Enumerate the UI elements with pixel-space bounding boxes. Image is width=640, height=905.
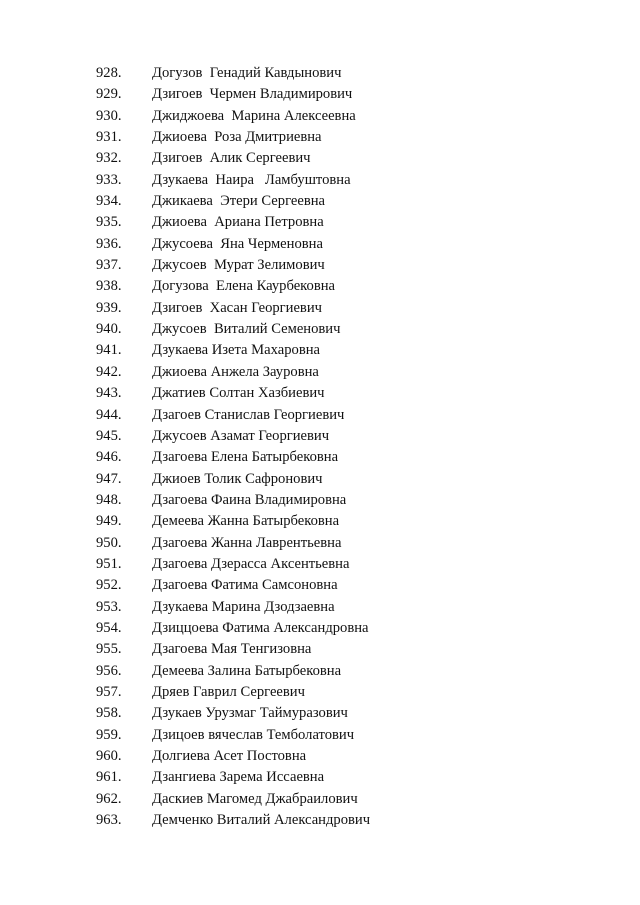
- list-item: [0, 148, 640, 169]
- entry-number: 941.: [96, 342, 122, 359]
- list-item: [0, 810, 640, 831]
- list-item: [0, 554, 640, 575]
- entry-number: 940.: [96, 321, 122, 338]
- list-item: [0, 618, 640, 639]
- list-item: [0, 426, 640, 447]
- list-item: [0, 319, 640, 340]
- entry-number: 943.: [96, 385, 122, 402]
- list-item: [0, 212, 640, 233]
- entry-name: Джусоев Мурат Зелимович: [152, 257, 325, 274]
- list-item: [0, 789, 640, 810]
- entry-number: 961.: [96, 769, 122, 786]
- entry-name: Демеева Залина Батырбековна: [152, 662, 342, 679]
- entry-name: Джусоев Азамат Георгиевич: [152, 427, 330, 444]
- list-item: [0, 298, 640, 319]
- entry-name: Джиджоева Марина Алексеевна: [152, 107, 356, 124]
- entry-number: 963.: [96, 812, 122, 829]
- entry-number: 932.: [96, 150, 122, 167]
- entry-number: 945.: [96, 427, 122, 444]
- list-item: [0, 447, 640, 468]
- entry-name: Джиоева Анжела Зауровна: [152, 363, 319, 380]
- entry-name: Дзукаева Марина Дзодзаевна: [152, 598, 335, 615]
- list-item: [0, 405, 640, 426]
- entry-number: 934.: [96, 193, 122, 210]
- entry-number: 930.: [96, 107, 122, 124]
- entry-name: Дзангиева Зарема Иссаевна: [152, 769, 325, 786]
- entry-name: Демеева Жанна Батырбековна: [152, 513, 340, 530]
- entry-number: 959.: [96, 726, 122, 743]
- entry-number: 953.: [96, 598, 122, 615]
- entry-name: Джиоева Роза Дмитриевна: [152, 129, 322, 146]
- entry-number: 937.: [96, 257, 122, 274]
- entry-name: Дзагоева Дзерасса Аксентьевна: [152, 555, 350, 572]
- entry-name: Джикаева Этери Сергеевна: [152, 193, 326, 210]
- entry-name: Дзагоева Жанна Лаврентьевна: [152, 534, 342, 551]
- entry-number: 962.: [96, 790, 122, 807]
- list-item: [0, 597, 640, 618]
- entry-name: Дзагоева Фатима Самсоновна: [152, 577, 338, 594]
- entry-number: 936.: [96, 235, 122, 252]
- entry-number: 948.: [96, 491, 122, 508]
- list-item: [0, 746, 640, 767]
- entry-number: 954.: [96, 619, 122, 636]
- entry-name: Дзукаева Наира Ламбуштовна: [152, 171, 351, 188]
- entry-number: 939.: [96, 299, 122, 316]
- entry-name: Дзукаева Изета Махаровна: [152, 342, 320, 359]
- entry-name: Дзигоев Алик Сергеевич: [152, 150, 311, 167]
- list-item: [0, 234, 640, 255]
- entry-number: 935.: [96, 214, 122, 231]
- list-item: [0, 63, 640, 84]
- list-item: [0, 490, 640, 511]
- entry-name: Дзагоев Станислав Георгиевич: [152, 406, 345, 423]
- entry-name: Джиоева Ариана Петровна: [152, 214, 324, 231]
- entry-number: 928.: [96, 65, 122, 81]
- entry-name: Джатиев Солтан Хазбиевич: [152, 385, 325, 402]
- entry-number: 950.: [96, 534, 122, 551]
- list-item: [0, 383, 640, 404]
- list-item: [0, 661, 640, 682]
- list-item: [0, 725, 640, 746]
- entry-number: 938.: [96, 278, 122, 295]
- entry-name: Дзагоева Фаина Владимировна: [152, 491, 347, 508]
- entry-name: Даскиев Магомед Джабраилович: [152, 790, 358, 807]
- entry-name: Догузов Генадий Кавдынович: [152, 65, 342, 81]
- list-item: [0, 469, 640, 490]
- list-item: [0, 170, 640, 191]
- entry-number: 952.: [96, 577, 122, 594]
- entry-number: 957.: [96, 683, 122, 700]
- entry-name: Долгиева Асет Постовна: [152, 748, 307, 764]
- entry-number: 931.: [96, 129, 122, 146]
- entry-number: 933.: [96, 171, 122, 188]
- entry-name: Дзагоева Мая Тенгизовна: [152, 641, 312, 658]
- entry-number: 942.: [96, 363, 122, 380]
- entry-number: 951.: [96, 555, 122, 572]
- list-item: [0, 127, 640, 148]
- list-item: [0, 84, 640, 105]
- entry-name: Джусоева Яна Черменовна: [152, 235, 323, 252]
- entry-number: 944.: [96, 406, 122, 423]
- list-item: [0, 575, 640, 596]
- entry-name: Догузова Елена Каурбековна: [152, 278, 335, 295]
- list-item: [0, 340, 640, 361]
- entry-name: Дряев Гаврил Сергеевич: [152, 683, 305, 700]
- name-list: [0, 63, 640, 831]
- entry-number: 960.: [96, 748, 122, 764]
- entry-number: 946.: [96, 449, 122, 466]
- list-item: [0, 533, 640, 554]
- entry-number: 947.: [96, 470, 122, 487]
- list-item: [0, 362, 640, 383]
- entry-name: Джиоев Толик Сафронович: [152, 470, 323, 487]
- entry-name: Дзукаев Урузмаг Таймуразович: [152, 705, 348, 722]
- list-item: [0, 191, 640, 212]
- entry-number: 955.: [96, 641, 122, 658]
- list-item: [0, 255, 640, 276]
- entry-name: Дзигоев Хасан Георгиевич: [152, 299, 322, 316]
- list-item: [0, 767, 640, 788]
- entry-number: 929.: [96, 86, 122, 103]
- entry-name: Дзигоев Чермен Владимирович: [152, 86, 353, 103]
- entry-name: Дзагоева Елена Батырбековна: [152, 449, 339, 466]
- entry-number: 956.: [96, 662, 122, 679]
- entry-name: Дзиццоева Фатима Александровна: [152, 619, 369, 636]
- entry-name: Дзицоев вячеслав Темболатович: [152, 726, 355, 743]
- list-item: [0, 703, 640, 724]
- list-item: [0, 106, 640, 127]
- entry-name: Демченко Виталий Александрович: [152, 812, 371, 829]
- list-item: [0, 682, 640, 703]
- entry-name: Джусоев Виталий Семенович: [152, 321, 341, 338]
- list-item: [0, 276, 640, 297]
- list-item: [0, 639, 640, 660]
- list-item: [0, 511, 640, 532]
- entry-number: 949.: [96, 513, 122, 530]
- entry-number: 958.: [96, 705, 122, 722]
